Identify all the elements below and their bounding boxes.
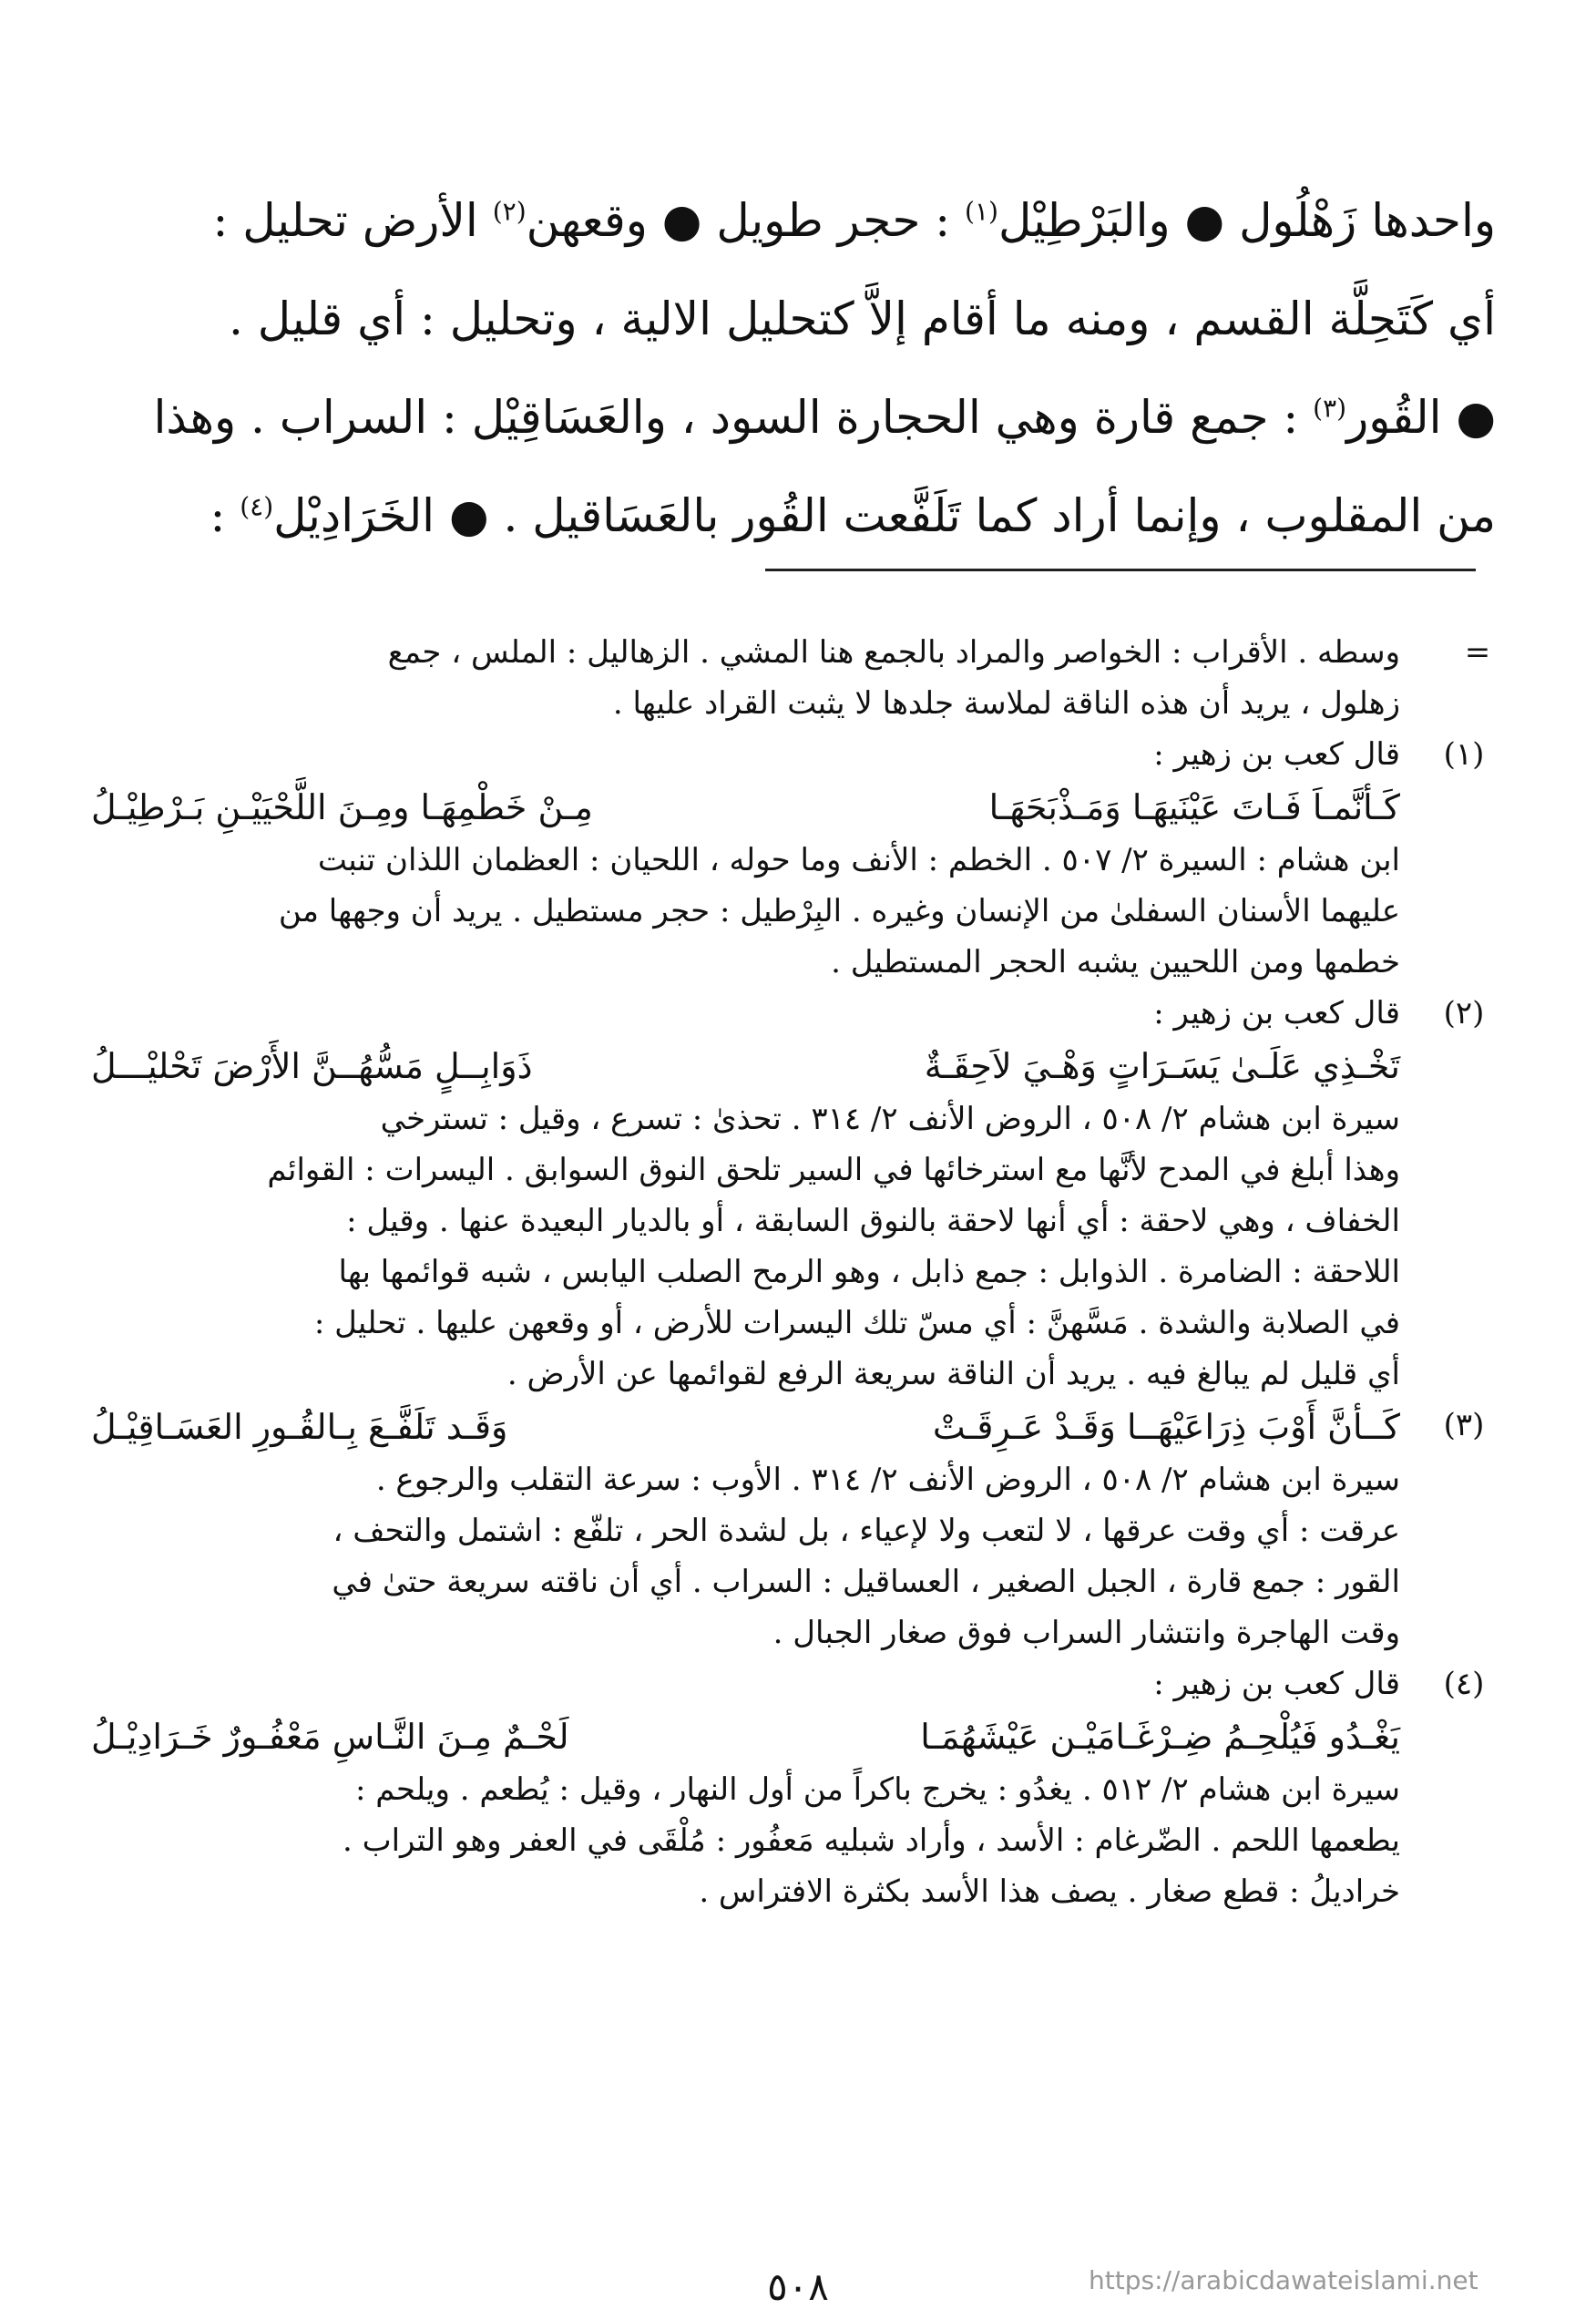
footnote-line: سيرة ابن هشام ٢/ ٥١٢ . يغدُو : يخرج باكراً من أول النهار ، وقيل : يُطعم . ويلحم :	[354, 1771, 1400, 1808]
verse	[91, 1400, 1400, 1454]
main-line-3	[96, 368, 1496, 467]
footnote-3	[91, 1400, 1505, 1658]
footnote-line: عليهما الأسنان السفلىٰ من الإنسان وغيره . البِرْطيل : حجر مستطيل . يريد أن وجهها من	[278, 893, 1400, 929]
main-line-2: أي كَتَحِلَّة القسم ، ومنه ما أقام إلاَّ كتحليل الالية ، وتحليل : أي قليل .	[229, 292, 1496, 345]
verse-hemistich-second: ذَوَابِــلٍ مَسُّهُــنَّ الأَرْضَ تَحْليْـــلُ	[91, 1046, 533, 1086]
footnote-intro: قال كعب بن زهير :	[1153, 1666, 1400, 1702]
footnote-line: اللاحقة : الضامرة . الذوابل : جمع ذابل ، وهو الرمح الصلب اليابس ، شبه قوائمها بها	[338, 1254, 1400, 1290]
main-line-4-end: :	[210, 489, 240, 542]
verse-hemistich-first: كَــأنَّ أَوْبَ ذِرَاعَيْهَــا وَقَـدْ عَـرِقَـتْ	[932, 1407, 1400, 1447]
footnote-line: وقت الهاجرة وانتشار السراب فوق صغار الجبال .	[772, 1615, 1400, 1651]
footnote-line: القور : جمع قارة ، الجبل الصغير ، العساقيل : السراب . أي أن ناقته سريعة حتىٰ في	[332, 1564, 1400, 1600]
footnote-line: في الصلابة والشدة . مَسَّهنَّ : أي مسّ تلك اليسرات للأرض ، أو وقعهن عليها . تحليل :	[313, 1305, 1400, 1341]
verse-hemistich-second: وَقَـد تَلَفَّـعَ بِـالقُـورِ العَسَـاقِيْـلُ	[91, 1407, 508, 1447]
footnote-line: أي قليل لم يبالغ فيه . يريد أن الناقة سريعة الرفع لقوائمها عن الأرض .	[506, 1356, 1400, 1392]
footnote-ref-4[interactable]: (٤)	[240, 491, 274, 522]
verse-hemistich-second: مِـنْ خَطْمِهَـا ومِـنَ اللَّحْيَيْـنِ بَـرْطِيْـلُ	[91, 787, 593, 827]
footnote-line: وهذا أبلغ في المدح لأنَّها مع استرخائها في السير تلحق النوق السوابق . اليسرات : القوائم	[267, 1152, 1400, 1188]
watermark-url: https://arabicdawateislami.net	[1089, 2265, 1478, 2295]
footnote-line: الخفاف ، وهي لاحقة : أي أنها لاحقة بالنوق السابقة ، أو بالديار البعيدة عنها . وقيل :	[346, 1203, 1400, 1239]
main-text	[96, 171, 1496, 565]
main-line-3-start: ● القُور	[1346, 391, 1496, 444]
footnote-separator	[765, 569, 1476, 571]
footnote-line: خطمها ومن اللحيين يشبه الحجر المستطيل .	[831, 944, 1400, 980]
verse-hemistich-first: تَخْـذِي عَلَـىٰ يَسَـرَاتٍ وَهْـيَ لاَحِقَـةٌ	[924, 1046, 1400, 1086]
page-number: ٥٠٨	[767, 2264, 829, 2309]
footnote-4	[91, 1658, 1505, 1917]
footnote-ref-1[interactable]: (١)	[965, 196, 998, 227]
footnote-number: (١)	[1443, 736, 1485, 773]
footnote-line: زهلول ، يريد أن هذه الناقة لملاسة جلدها لا يثبت القراد عليها .	[612, 685, 1400, 722]
footnotes	[91, 627, 1505, 1917]
footnote-line: وسطه . الأقراب : الخواصر والمراد بالجمع هنا المشي . الزهاليل : الملس ، جمع	[387, 634, 1400, 671]
footnote-line: سيرة ابن هشام ٢/ ٥٠٨ ، الروض الأنف ٢/ ٣١٤ . الأوب : سرعة التقلب والرجوع .	[375, 1462, 1400, 1498]
footnote-ref-2[interactable]: (٢)	[492, 196, 527, 227]
main-line-4-start: من المقلوب ، وإنما أراد كما تَلَفَّعت القُور بالعَسَاقيل . ● الخَرَادِيْل	[273, 489, 1496, 542]
footnote-line: ابن هشام : السيرة ٢/ ٥٠٧ . الخطم : الأنف وما حوله ، اللحيان : العظمان اللذان تنبت	[317, 842, 1400, 878]
main-line-1-start: واحدها زَهْلُول ● والبَرْطِيْل	[998, 194, 1496, 247]
footnote-line: سيرة ابن هشام ٢/ ٥٠٨ ، الروض الأنف ٢/ ٣١٤ . تحذىٰ : تسرع ، وقيل : تسترخي	[380, 1101, 1400, 1137]
footnote-number: (٣)	[1443, 1407, 1485, 1443]
footnote-intro: قال كعب بن زهير :	[1153, 995, 1400, 1031]
footnote-intro: قال كعب بن زهير :	[1153, 736, 1400, 773]
footnote-number: (٢)	[1443, 995, 1485, 1031]
footnote-number: (٤)	[1443, 1666, 1485, 1702]
continuation-mark: =	[1464, 634, 1491, 671]
verse	[91, 1709, 1400, 1764]
verse-hemistich-second: لَحْـمٌ مِـنَ النَّـاسِ مَعْفُـورٌ خَـرَادِيْـلُ	[91, 1717, 569, 1757]
footnote-continuation	[91, 627, 1505, 729]
main-line-1-end: الأرض تحليل :	[212, 194, 493, 247]
footnote-1	[91, 729, 1505, 988]
verse	[91, 1039, 1400, 1093]
verse-hemistich-first: يَغْـدُو فَيُلْحِـمُ ضِـرْغَـامَيْـن عَيْشَهُمَـا	[920, 1717, 1400, 1757]
verse	[91, 780, 1400, 835]
main-line-1-mid: : حجر طويل ● وقعهن	[526, 194, 966, 247]
footnote-line: عرقت : أي وقت عرقها ، لا لتعب ولا لإعياء ، بل لشدة الحر ، تلفّع : اشتمل والتحف ،	[332, 1513, 1400, 1549]
footnote-2	[91, 988, 1505, 1400]
verse-hemistich-first: كَـأنَّمـاَ فَـاتَ عَيْنَيهَـا وَمَـذْبَحَهَـا	[988, 787, 1400, 827]
footnote-line: يطعمها اللحم . الضّرغام : الأسد ، وأراد شبليه مَعفُور : مُلْقَى في العفر وهو التراب .	[342, 1822, 1400, 1859]
footnote-ref-3[interactable]: (٣)	[1313, 393, 1347, 424]
main-line-4	[96, 467, 1496, 565]
main-line-1	[96, 171, 1496, 270]
footnote-line: خراديلُ : قطع صغار . يصف هذا الأسد بكثرة الافتراس .	[699, 1873, 1400, 1910]
main-line-3-end: : جمع قارة وهي الحجارة السود ، والعَسَاقِيْل : السراب . وهذا	[153, 391, 1314, 444]
